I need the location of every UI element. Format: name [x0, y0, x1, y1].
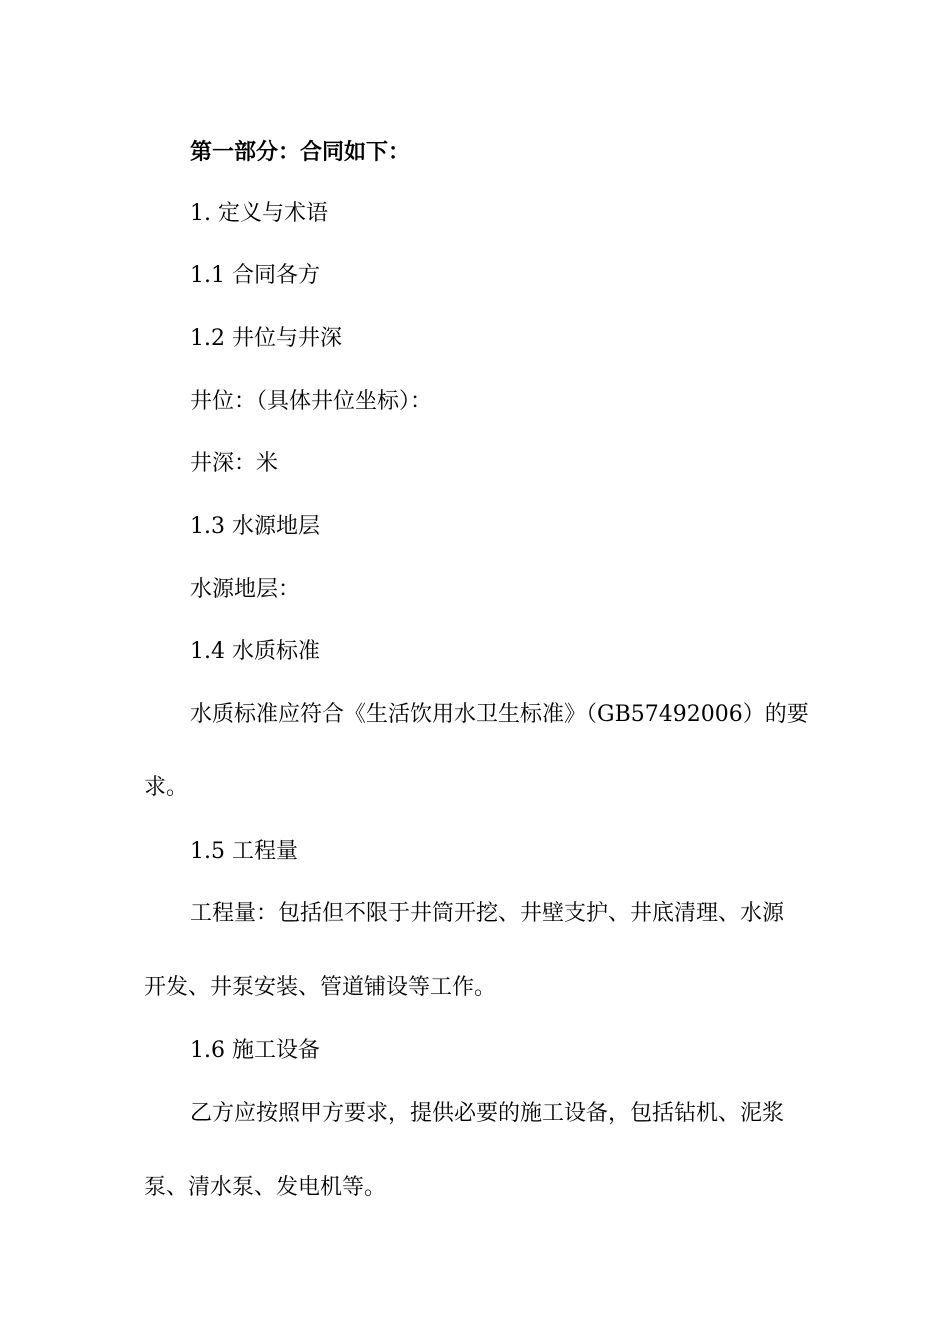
quantity-paragraph-line-2: 开发、井泵安装、管道铺设等工作。: [144, 975, 497, 1000]
water-quality-paragraph-line-2: 求。: [144, 775, 189, 800]
water-quality-paragraph-line-1: 水质标准应符合《生活饮用水卫生标准》（GB57492006）的要: [190, 702, 809, 727]
section-1-1-title: 1.1 合同各方: [190, 263, 320, 288]
section-1-2-title: 1.2 井位与井深: [190, 326, 342, 351]
quantity-paragraph-line-1: 工程量：包括但不限于井筒开挖、井壁支护、井底清理、水源: [190, 901, 785, 926]
well-depth-line: 井深：米: [190, 451, 279, 476]
well-location-line: 井位：（具体井位坐标）：: [190, 389, 433, 414]
part-heading: 第一部分：合同如下：: [190, 139, 411, 165]
water-layer-line: 水源地层：: [190, 577, 301, 602]
section-1-6-title: 1.6 施工设备: [190, 1038, 320, 1063]
section-1-4-title: 1.4 水质标准: [190, 639, 320, 664]
section-1-title: 1. 定义与术语: [190, 201, 328, 226]
section-1-5-title: 1.5 工程量: [190, 839, 298, 864]
equipment-paragraph-line-1: 乙方应按照甲方要求，提供必要的施工设备，包括钻机、泥浆: [190, 1101, 785, 1126]
equipment-paragraph-line-2: 泵、清水泵、发电机等。: [144, 1175, 387, 1200]
section-1-3-title: 1.3 水源地层: [190, 514, 320, 539]
